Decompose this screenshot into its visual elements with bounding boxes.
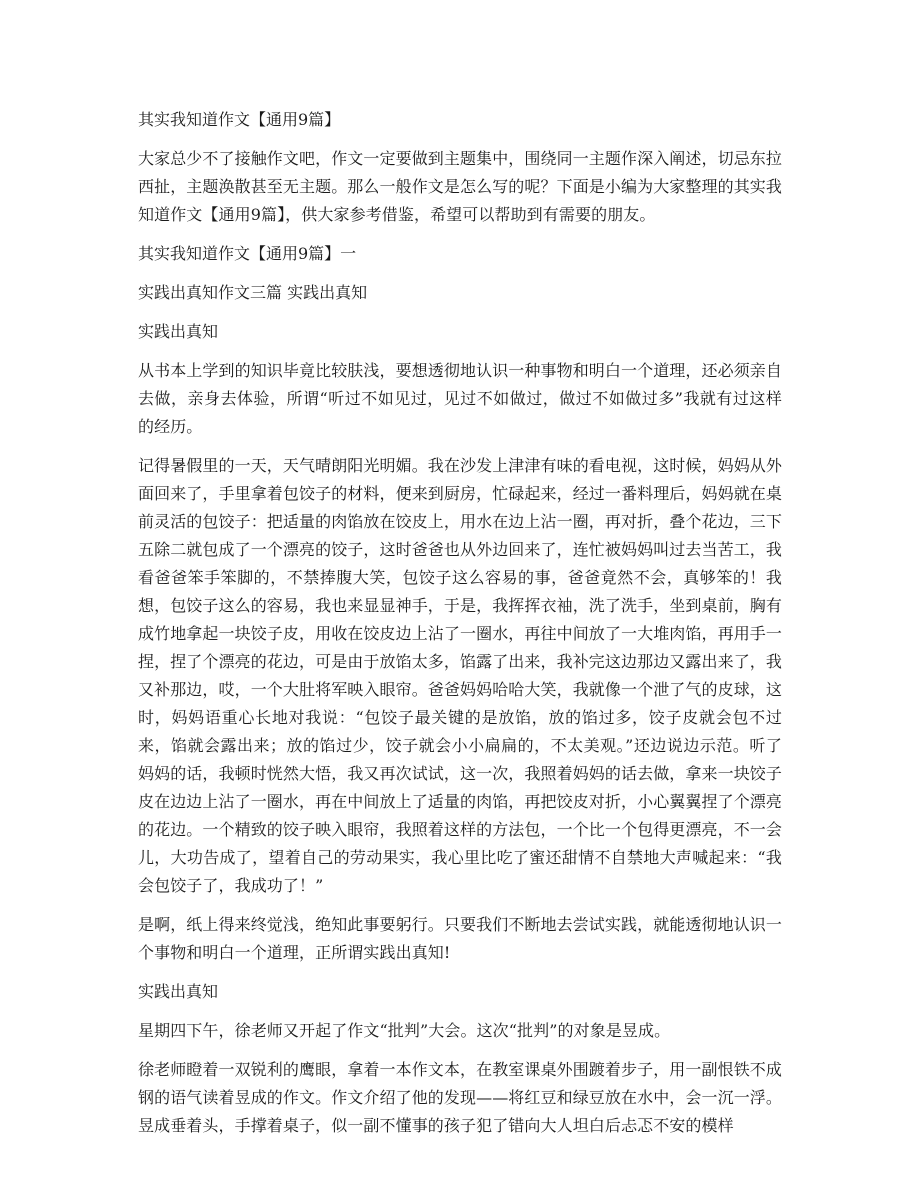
essay2-paragraph-1: 星期四下午，徐老师又开起了作文“批判”大会。这次“批判”的对象是昱成。 — [138, 1021, 671, 1040]
intro-paragraph: 大家总少不了接触作文吧，作文一定要做到主题集中，围绕同一主题作深入阐述，切忌东拉西扯，主题涣散甚至无主题。那么一般作文是怎么写的呢？下面是小编为大家整理的其实我知道作文【通用9篇】，供大家参考借鉴，希望可以帮助到有需要的朋友。 — [138, 149, 783, 224]
essay1-paragraph-2: 记得暑假里的一天，天气晴朗阳光明媚。我在沙发上津津有味的看电视，这时候，妈妈从外面回来了，手里拿着包饺子的材料，便来到厨房，忙碌起来，经过一番料理后，妈妈就在桌前灵活的包饺子：把适量的肉馅放在饺皮上，用水在边上沾一圈，再对折，叠个花边，三下五除二就包成了一个漂亮的饺子，这时爸爸也从外边回来了，连忙被妈妈叫过去当苦工，我看爸爸笨手笨脚的，不禁捧腹大笑，包饺子这么容易的事，爸爸竟然不会，真够笨的！我想，包饺子这么的容易，我也来显显神手，于是，我挥挥衣袖，洗了洗手，坐到桌前，胸有成竹地拿起一块饺子皮，用收在饺皮边上沾了一圈水，再往中间放了一大堆肉馅，再用手一捏，捏了个漂亮的花边，可是由于放馅太多，馅露了出来，我补完这边那边又露出来了，我又补那边，哎，一个大肚将军映入眼帘。爸爸妈妈哈哈大笑，我就像一个泄了气的皮球，这时，妈妈语重心长地对我说：“包饺子最关键的是放馅，放的馅过多，饺子皮就会包不过来，馅就会露出来；放的馅过少，饺子就会小小扁扁的，不太美观。”还边说边示范。听了妈妈的话，我顿时恍然大悟，我又再次试试，这一次，我照着妈妈的话去做，拿来一块饺子皮在边边上沾了一圈水，再在中间放上了适量的肉馅，再把饺皮对折，小心翼翼捏了个漂亮的花边。一个精致的饺子映入眼帘，我照着这样的方法包，一个比一个包得更漂亮，不一会儿，大功告成了，望着自己的劳动果实，我心里比吃了蜜还甜情不自禁地大声喊起来：“我会包饺子了，我成功了！” — [138, 456, 783, 895]
essay1-paragraph-3: 是啊，纸上得来终觉浅，绝知此事要躬行。只要我们不断地去尝试实践，就能透彻地认识一个事物和明白一个道理，正所谓实践出真知! — [138, 915, 783, 962]
essay2-title: 实践出真知 — [138, 982, 219, 1001]
essay2-paragraph-2: 徐老师瞪着一双锐利的鹰眼，拿着一本作文本，在教室课桌外围踱着步子，用一副恨铁不成钢的语气读着昱成的作文。作文介绍了他的发现——将红豆和绿豆放在水中，会一沉一浮。昱成垂着头，手撑着桌子，似一副不懂事的孩子犯了错向大人坦白后忐忑不安的模样 — [138, 1060, 783, 1135]
essay1-paragraph-1: 从书本上学到的知识毕竟比较肤浅，要想透彻地认识一种事物和明白一个道理，还必须亲自去做，亲身去体验，所谓“听过不如见过，见过不如做过，做过不如做过多”我就有过这样的经历。 — [138, 361, 783, 436]
essay1-title: 实践出真知 — [138, 322, 219, 341]
subtitle: 实践出真知作文三篇 实践出真知 — [138, 283, 368, 302]
section-heading: 其实我知道作文【通用9篇】一 — [138, 244, 357, 263]
document-title: 其实我知道作文【通用9篇】 — [138, 110, 341, 129]
